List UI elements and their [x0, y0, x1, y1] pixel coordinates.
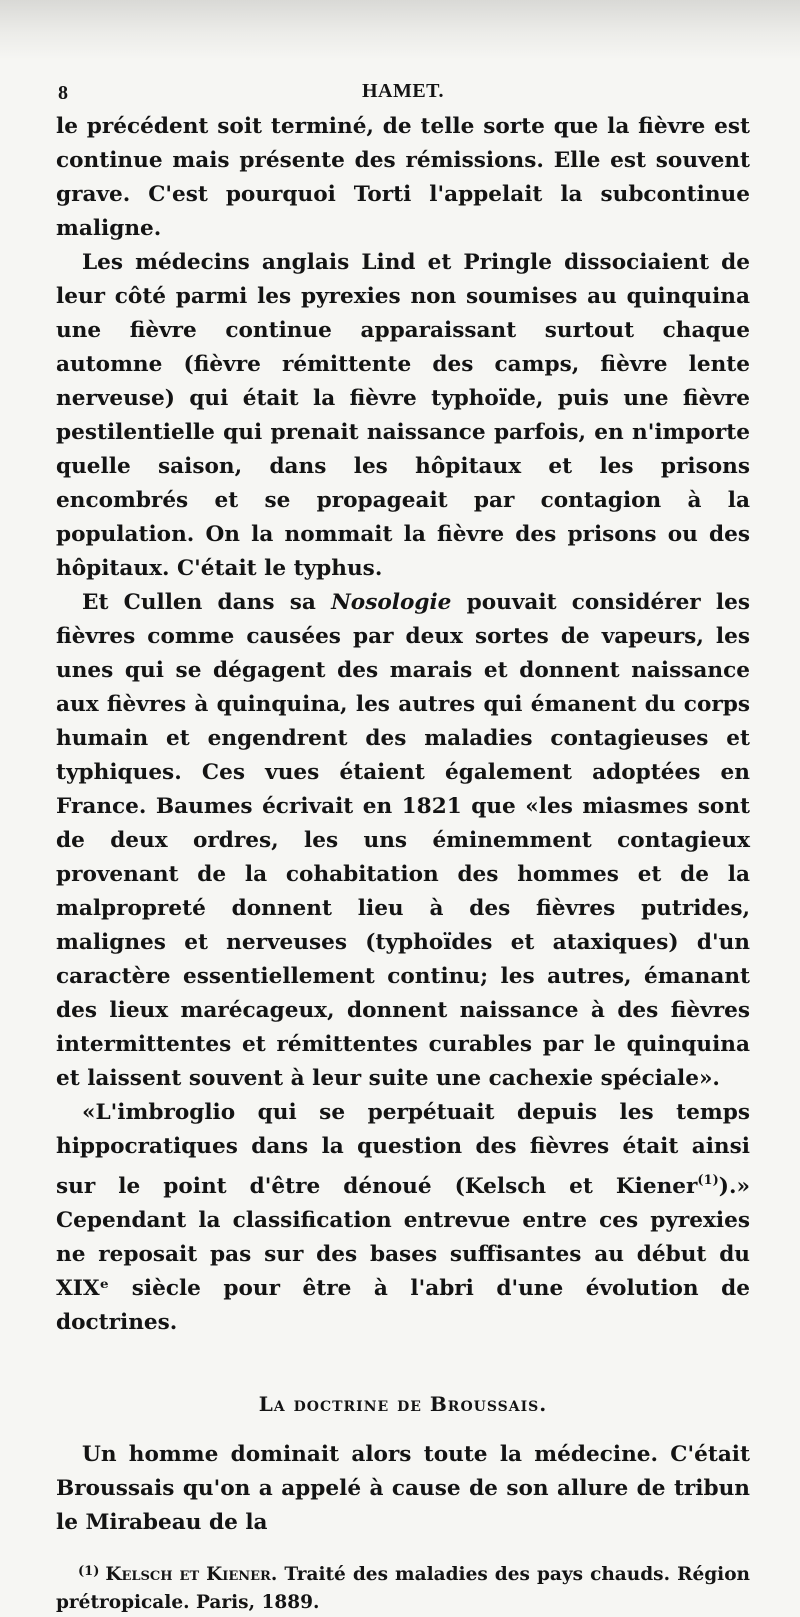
text-span: Et Cullen dans sa — [82, 590, 316, 615]
footnote — [56, 1558, 750, 1617]
body-text — [56, 110, 750, 1340]
paragraph: Les médecins anglais Lind et Pringle dissociaient de leur côté parmi les pyrexies non soumises au quinquina une fièvre continue apparaissant surtout chaque automne (fièvre rémittente des camps, fièvre lente nerveuse) qui était la fièvre typhoïde, puis une fièvre pestilentielle qui prenait naissance parfois, en n'importe quelle saison, dans les hôpitaux et les prisons encombrés et se propageait par contagion à la population. On la nommait la fièvre des prisons ou des hôpitaux. C'était le typhus. — [56, 250, 750, 581]
footnote-mark: (1) — [78, 1564, 100, 1579]
text-span: pouvait considérer les fièvres comme causées par deux sortes de vapeurs, les unes qui se dégagent des marais et donnent naissance aux fièvres à quinquina, les autres qui émanent du corps humain et engendrent des maladies contagieuses et typhiques. Ces vues étaient également adoptées en France. Baumes écrivait en 1821 que «les miasmes sont de deux ordres, les uns éminemment contagieux provenant de la cohabitation des hommes et de la malpropreté donnent lieu à des fièvres putrides, malignes et nerveuses (typhoïdes et ataxiques) d'un caractère essentiellement continu; les autres, émanant des lieux marécageux, donnent naissance à des fièvres intermittentes et rémittentes curables par le quinquina et laissent souvent à leur suite une cachexie spéciale». — [56, 590, 750, 1091]
page-number: 8 — [58, 82, 68, 104]
section-heading: La doctrine de Broussais. — [258, 1392, 548, 1416]
text-span: «L'imbroglio qui se perpétuait depuis les temps hippocratiques dans la question des fièvres était ainsi sur le point d'être dénoué (Kelsch et Kiener — [56, 1100, 750, 1199]
paragraph-cullen — [56, 586, 750, 1096]
scan-edge-shadow — [0, 0, 800, 60]
running-head — [56, 76, 750, 110]
work-title: Nosologie — [331, 590, 452, 615]
footnote-text: Traité des maladies des pays chauds. Région prétropicale. Paris, 1889. — [56, 1564, 750, 1613]
footnote-authors: Kelsch et Kiener. — [105, 1564, 278, 1585]
section-body — [56, 1438, 750, 1540]
paragraph: le précédent soit terminé, de telle sorte que la fièvre est continue mais présente des rémissions. Elle est souvent grave. C'est pourquoi Torti l'appelait la subcontinue maligne. — [56, 114, 750, 241]
paragraph-imbroglio — [56, 1096, 750, 1340]
running-title: HAMET. — [361, 80, 445, 102]
text-span: ).» Cependant la classification entrevue entre ces pyrexies ne reposait pas sur des bases suffisantes au début du XIXᵉ siècle pour être à l'abri d'une évolution de doctrines. — [56, 1174, 750, 1335]
book-page — [56, 76, 750, 1617]
footnote-reference: (1) — [697, 1173, 719, 1188]
paragraph: Un homme dominait alors toute la médecine. C'était Broussais qu'on a appelé à cause de son allure de tribun le Mirabeau de la — [56, 1442, 750, 1535]
